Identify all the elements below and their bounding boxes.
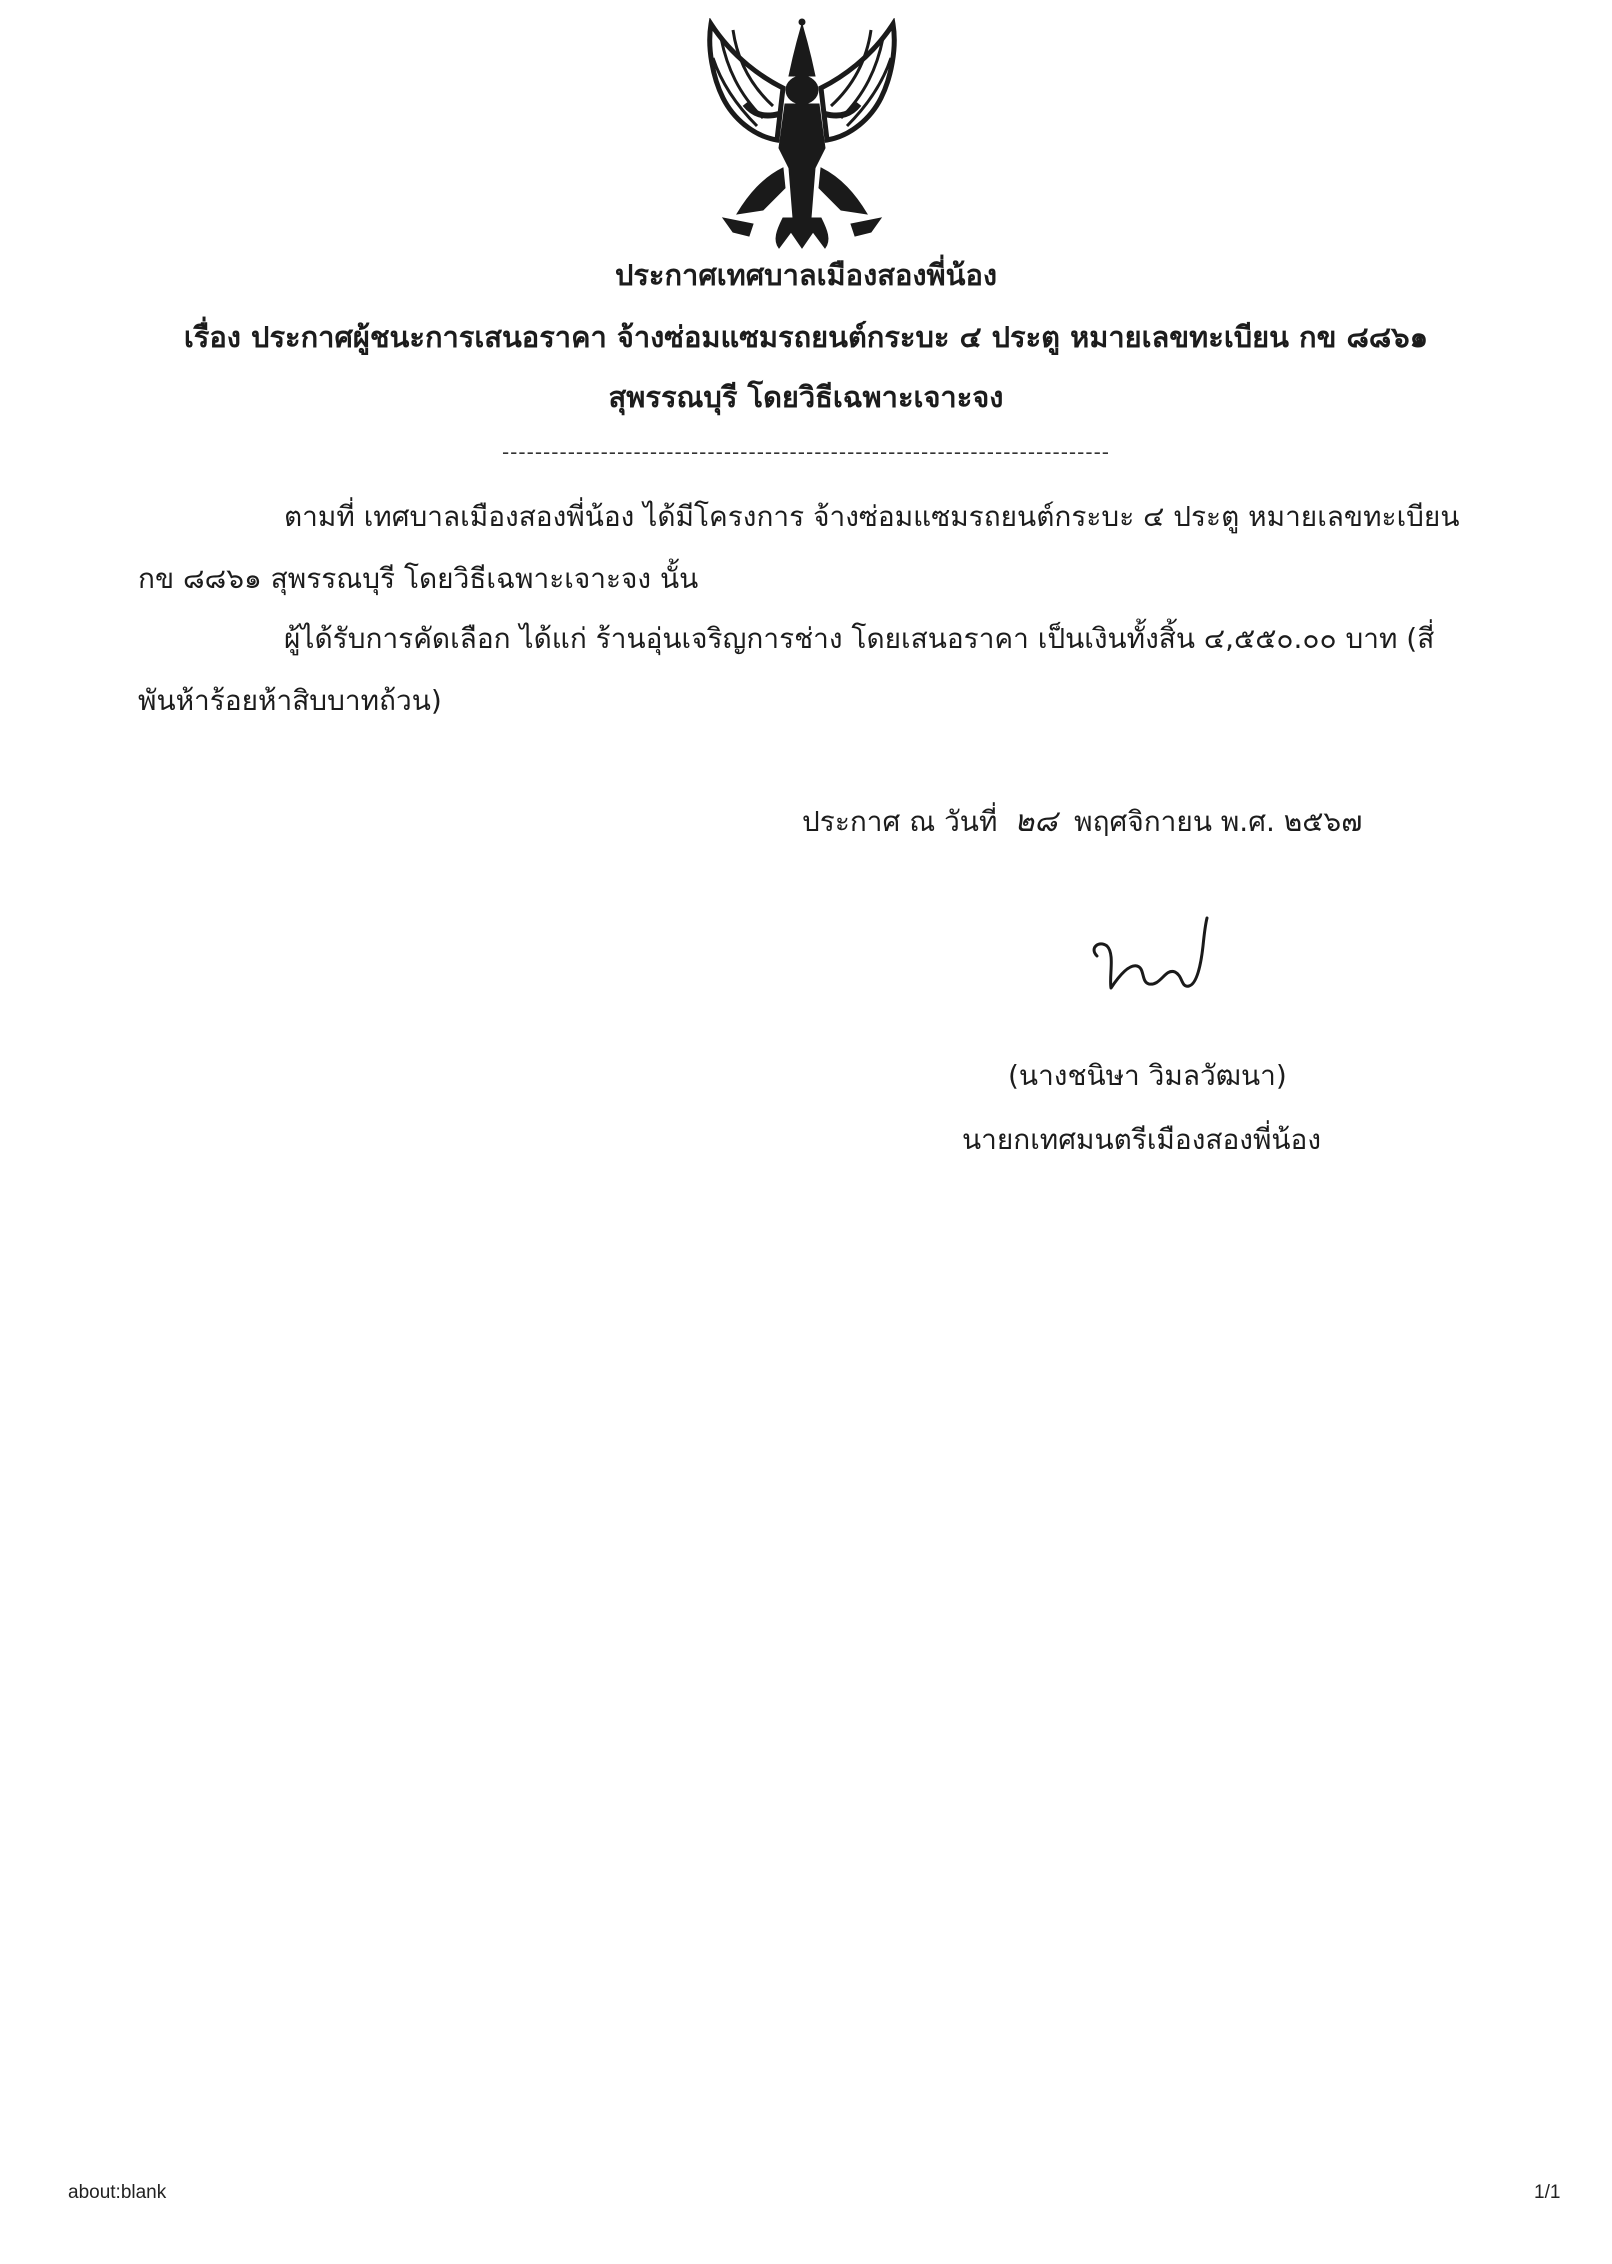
body-paragraph-project <box>138 486 1460 610</box>
header-divider: -------------------------------------------------------------------------- <box>501 440 1111 464</box>
announcement-agency-title: ประกาศเทศบาลเมืองสองพี่น้อง <box>614 258 998 292</box>
handwritten-signature-icon <box>1085 906 1235 1006</box>
announcement-subject: เรื่อง ประกาศผู้ชนะการเสนอราคา จ้างซ่อมแซมรถยนต์กระบะ ๔ ประตู หมายเลขทะเบียน กข ๘๘๖๑ <box>183 320 1429 354</box>
garuda-emblem-icon <box>693 18 911 250</box>
body-paragraph-winner <box>138 608 1460 732</box>
winner-text: ผู้ได้รับการคัดเลือก ได้แก่ ร้านอุ่นเจริญการช่าง โดยเสนอราคา เป็นเงินทั้งสิ้น ๔,๕๕๐.๐๐ บาท (สี่พันห้าร้อยห้าสิบบาทถ้วน) <box>138 622 1435 717</box>
announcement-subject-continued: สุพรรณบุรี โดยวิธีเฉพาะเจาะจง <box>608 380 1004 414</box>
announcement-date <box>802 798 1362 845</box>
signer-position: นายกเทศมนตรีเมืองสองพี่น้อง <box>962 1123 1322 1156</box>
date-prefix: ประกาศ ณ วันที่ <box>802 805 998 838</box>
date-month-year: พฤศจิกายน พ.ศ. ๒๕๖๗ <box>1074 805 1363 838</box>
footer-url: about:blank <box>68 2182 167 2203</box>
date-day-handwritten: ๒๘ <box>1014 804 1058 839</box>
footer-page-number: 1/1 <box>1534 2182 1561 2203</box>
project-text: ตามที่ เทศบาลเมืองสองพี่น้อง ได้มีโครงการ จ้างซ่อมแซมรถยนต์กระบะ ๔ ประตู หมายเลขทะเบียน กข ๘๘๖๑ สุพรรณบุรี โดยวิธีเฉพาะเจาะจง นั้น <box>138 500 1460 595</box>
signer-name: (นางชนิษา วิมลวัฒนา) <box>1008 1059 1287 1092</box>
